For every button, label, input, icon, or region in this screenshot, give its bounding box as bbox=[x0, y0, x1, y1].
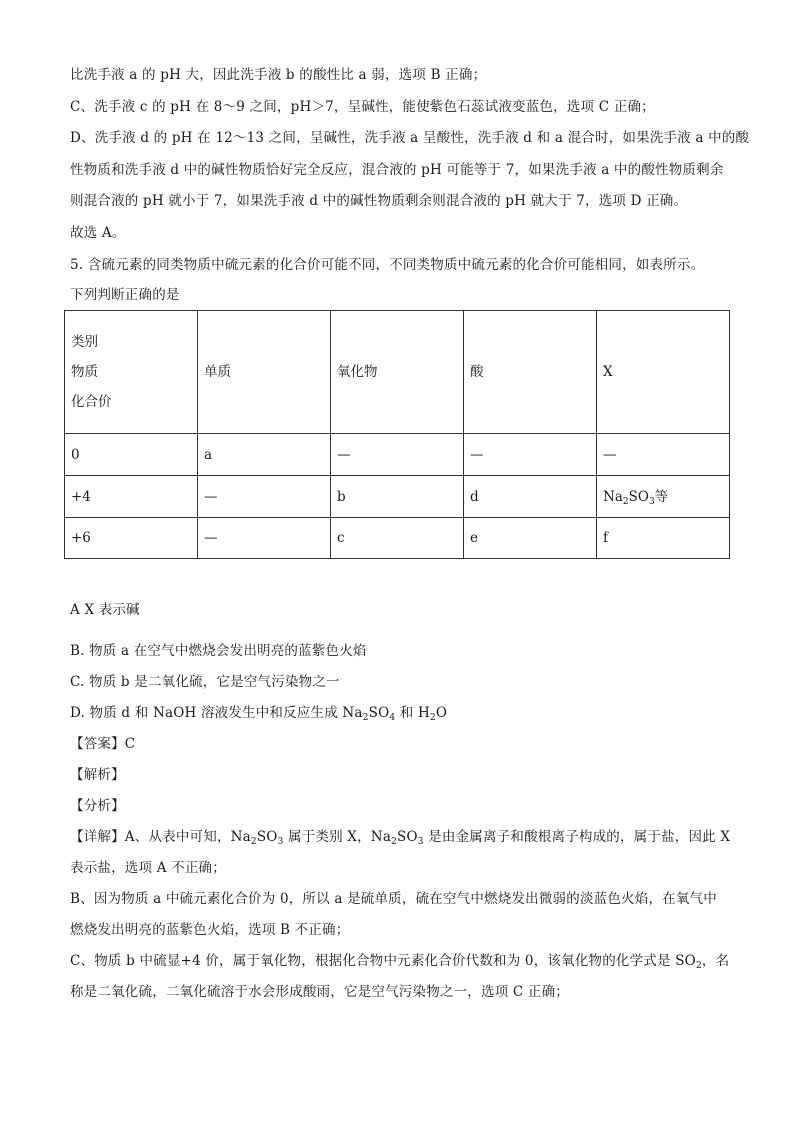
table-row bbox=[65, 434, 730, 476]
table-cell: — bbox=[331, 434, 464, 476]
table-cell: e bbox=[464, 518, 597, 559]
detail-text: 【详解】A、从表中可知，Na bbox=[70, 829, 251, 845]
subscript: 2 bbox=[250, 837, 257, 847]
table-row bbox=[65, 476, 730, 518]
detail-text: 属于类别 X，Na bbox=[283, 829, 392, 845]
corner-label: 类别 bbox=[71, 334, 98, 350]
detail-line: 称是二氧化硫，二氧化硫溶于水会形成酸雨，它是空气污染物之一，选项 C 正确； bbox=[70, 984, 570, 1000]
detail-line bbox=[70, 951, 729, 971]
question-stem: 5. 含硫元素的同类物质中硫元素的化合价可能不同，不同类物质中硫元素的化合价可能相同，如表所示。 bbox=[70, 257, 705, 273]
question-stem: 下列判断正确的是 bbox=[70, 287, 180, 303]
table-row bbox=[65, 518, 730, 559]
table-cell: a bbox=[198, 434, 331, 476]
table-cell: — bbox=[597, 434, 730, 476]
table-header-cell: X bbox=[597, 311, 730, 434]
table-cell: c bbox=[331, 518, 464, 559]
option-d-text: D. 物质 d 和 NaOH 溶液发生中和反应生成 Na bbox=[70, 705, 363, 721]
text-line: 故选 A。 bbox=[70, 225, 126, 241]
text-line: D、洗手液 d 的 pH 在 12～13 之间，呈碱性，洗手液 a 呈酸性，洗手液 d 和 a 混合时，如果洗手液 a 中的酸 bbox=[70, 130, 750, 146]
table-cell: 0 bbox=[65, 434, 198, 476]
table-cell: f bbox=[597, 518, 730, 559]
detail-text: C、物质 b 中硫显+4 价，属于氧化物，根据化合物中元素化合价代数和为 0，该氧化物的化学式是 SO bbox=[70, 953, 696, 969]
text-line: 则混合液的 pH 就小于 7，如果洗手液 d 中的碱性物质剩余则混合液的 pH 就大于 7，选项 D 正确。 bbox=[70, 193, 688, 209]
subscript: 3 bbox=[417, 837, 424, 847]
answer-label: 【答案】C bbox=[70, 736, 136, 752]
detail-line bbox=[70, 827, 730, 847]
subscript: 2 bbox=[695, 961, 702, 971]
table-header-cell: 单质 bbox=[198, 311, 331, 434]
option-b: B. 物质 a 在空气中燃烧会发出明亮的蓝紫色火焰 bbox=[70, 643, 367, 659]
table-header-cell: 氧化物 bbox=[331, 311, 464, 434]
table-cell: d bbox=[464, 476, 597, 518]
corner-label: 化合价 bbox=[71, 394, 112, 410]
subscript: 4 bbox=[389, 713, 396, 723]
formula-text: SO bbox=[628, 488, 649, 505]
text-line: 性物质和洗手液 d 中的碱性物质恰好完全反应，混合液的 pH 可能等于 7，如果洗手液 a 中的酸性物质剩余 bbox=[70, 162, 724, 178]
subscript: 2 bbox=[622, 496, 629, 507]
detail-line: 燃烧发出明亮的蓝紫色火焰，选项 B 不正确； bbox=[70, 922, 350, 938]
table-corner-cell bbox=[65, 311, 198, 434]
option-c: C. 物质 b 是二氧化硫，它是空气污染物之一 bbox=[70, 674, 340, 690]
table-cell: b bbox=[331, 476, 464, 518]
formula-text: Na bbox=[603, 488, 623, 505]
option-d-text: O bbox=[435, 705, 448, 721]
table-cell: +6 bbox=[65, 518, 198, 559]
subscript: 2 bbox=[362, 713, 369, 723]
subscript: 3 bbox=[648, 496, 655, 507]
formula-text: 等 bbox=[654, 488, 669, 505]
detail-line: B、因为物质 a 中硫元素化合价为 0，所以 a 是硫单质，硫在空气中燃烧发出微弱的淡蓝色火焰，在氧气中 bbox=[70, 891, 717, 907]
table-cell: — bbox=[198, 518, 331, 559]
option-d-text: SO bbox=[368, 705, 390, 721]
table-cell: — bbox=[464, 434, 597, 476]
detail-line: 表示盐，选项 A 不正确； bbox=[70, 860, 226, 876]
subscript: 2 bbox=[391, 837, 398, 847]
text-line: C、洗手液 c 的 pH 在 8～9 之间，pH＞7，呈碱性，能使紫色石蕊试液变蓝色，选项 C 正确； bbox=[70, 99, 655, 115]
table-cell: — bbox=[198, 476, 331, 518]
subscript: 3 bbox=[277, 837, 284, 847]
subscript: 2 bbox=[429, 713, 436, 723]
valence-table bbox=[64, 310, 730, 559]
table-header-cell: 酸 bbox=[464, 311, 597, 434]
table-cell: +4 bbox=[65, 476, 198, 518]
text-line: 比洗手液 a 的 pH 大，因此洗手液 b 的酸性比 a 弱，选项 B 正确； bbox=[70, 67, 487, 83]
option-d-text: 和 H bbox=[395, 705, 430, 721]
option-a: A X 表示碱 bbox=[70, 602, 140, 618]
table-cell bbox=[597, 476, 730, 518]
detail-text: SO bbox=[397, 829, 418, 845]
table-header-row bbox=[65, 311, 730, 434]
option-d bbox=[70, 703, 447, 723]
corner-label: 物质 bbox=[71, 364, 98, 380]
fenxi-label: 【分析】 bbox=[70, 798, 125, 814]
detail-text: ，名 bbox=[701, 953, 730, 969]
analysis-label: 【解析】 bbox=[70, 767, 125, 783]
detail-text: SO bbox=[256, 829, 278, 845]
detail-text: 是由金属离子和酸根离子构成的，属于盐，因此 X bbox=[423, 829, 731, 845]
